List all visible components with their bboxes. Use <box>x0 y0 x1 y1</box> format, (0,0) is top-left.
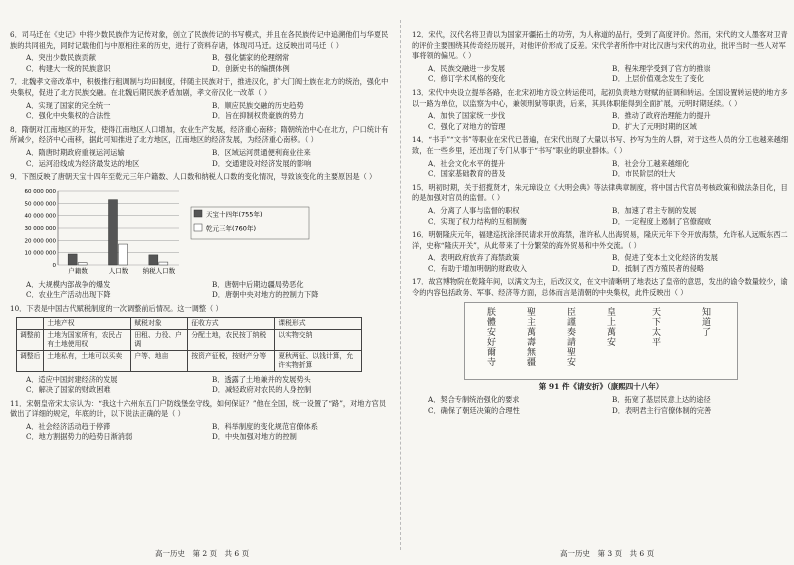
option: C．解决了国家的财政困难 <box>26 385 111 395</box>
option: D．创新史书的编撰体例 <box>212 63 290 73</box>
figure-caption: 第 91 件《请安折》（康熙四十八年） <box>538 381 664 391</box>
question-14: 14．“书手”“文书”等职业在宋代已普遍，在宋代出现了大量以书写、抄写为生的人群，对于这些人员的分工也越来越细致，在一些乡里，还出现了专门从事于“书写”职业的职业群体。（ ） <box>412 135 789 155</box>
table-row <box>17 350 362 371</box>
option: A．社会文化水平的提升 <box>428 158 506 168</box>
question-9-options <box>26 280 392 301</box>
option: D．减轻政府对农民的人身控制 <box>212 385 312 395</box>
calligraphy-column: 臣謹奏請聖安 <box>565 306 575 367</box>
question-9: 9．下图反映了唐朝天宝十四年至乾元三年户籍数、人口数和纳税人口数的变化情况，导致该变化的主要原因是（ ） <box>10 172 377 182</box>
option: B．推动了政府治理能力的提升 <box>612 111 711 121</box>
question-11-options <box>26 422 392 443</box>
question-16-options <box>428 253 790 274</box>
option: C．强化了对地方的管理 <box>428 121 506 131</box>
y-tick-label: 20 000 000 <box>24 238 56 245</box>
option: D．旨在抑制权贵豪族的势力 <box>212 111 305 121</box>
table-cell: 分配土地，农民按丁纳税 <box>188 329 275 350</box>
option: A．突出少数民族贡献 <box>26 53 96 63</box>
calligraphy-column: 知道了 <box>700 306 710 337</box>
option: B．拓宽了基层民意上达的途径 <box>612 395 711 405</box>
option: B．程朱理学受到了官方的推崇 <box>612 63 711 73</box>
calligraphy-column: 聖主萬壽無疆 <box>525 306 535 367</box>
option: B．促进了变本土文化经济的发展 <box>612 253 718 263</box>
question-6: 6．司马迁在《史记》中将少数民族作为记传对象，创立了民族传记的书写模式，并且在各民族传记中追溯他们与华夏民族的共同祖先，同时记载他们与中原相往来的历史，进行了资料存诸，体现司马迁。这反映出司马迁（ ） <box>10 30 389 50</box>
option: A．契合专制统治强化的要求 <box>428 395 520 405</box>
question-17-options <box>428 395 790 416</box>
option: D．中央加强对地方的控制 <box>212 432 297 442</box>
bar <box>109 199 118 264</box>
option: B．区域运河贯通便利商业往来 <box>212 147 311 157</box>
question-16: 16．明朝隆庆元年，福建巡抚涂泽民请求开放海禁，准许私人出海贸易，隆庆元年下令开放海禁，允许私人远贩东西二洋，史称“隆庆开关”，从此带来了十分繁荣的海外贸易和中外交流。（ ） <box>412 230 788 250</box>
option: B．强化儒家的伦理纲常 <box>212 53 290 63</box>
page-footer-left: 高一历史 第 2 页 共 6 页 <box>155 549 250 558</box>
option: D．市民阶层的壮大 <box>612 169 676 179</box>
legend-label: 天宝十四年(755年) <box>206 210 263 219</box>
question-12: 12．宋代，汉代名将卫青以为国家开疆拓土的功劳，为人称道的品行，受到了高度评价。然而，宋代的文人墨客对卫青的评价主要围绕其传奇经历展开，对他评价形成了反差。宋代学者所作中对比汉唐与宋代的功业，批评当时一些人对军事将领的偏见。（ ） <box>412 30 788 61</box>
x-tick-label: 户籍数 <box>68 266 88 275</box>
y-tick-label: 10 000 000 <box>24 250 56 257</box>
option: C．构建大一统的民族意识 <box>26 63 111 73</box>
calligraphy-column: 天下太平 <box>650 306 660 347</box>
bar <box>149 255 158 265</box>
option: B．透露了土地兼并的发展势头 <box>212 374 311 384</box>
legend-label: 乾元三年(760年) <box>206 224 256 233</box>
table-cell <box>17 317 44 329</box>
option: A．隋唐时期政府重视运河运输 <box>26 147 125 157</box>
bar <box>159 262 168 265</box>
option: B．唐朝中后期边疆局势恶化 <box>212 279 304 289</box>
y-tick-label: 60 000 000 <box>24 188 56 195</box>
option: C．修订学术风格的变化 <box>428 74 506 84</box>
option: D．扩大了元明时期的区域 <box>612 121 697 131</box>
tax-table <box>16 317 362 372</box>
option: D．交通建设对经济发展的影响 <box>212 158 312 168</box>
x-tick-label: 纳税人口数 <box>142 266 176 275</box>
y-tick-label: 0 <box>52 262 56 269</box>
option: C．农业生产活动出现下降 <box>26 290 111 300</box>
table-header-row <box>17 317 362 329</box>
calligraphy-column: 皇上萬安 <box>605 306 615 347</box>
option: B．顺应民族交融的历史趋势 <box>212 100 304 110</box>
x-tick-label: 人口数 <box>108 266 129 275</box>
table-cell: 调整后 <box>17 350 44 371</box>
bar <box>78 262 87 264</box>
option: A．适应中国封建经济的发展 <box>26 374 118 384</box>
table-cell: 调整前 <box>17 329 44 350</box>
question-10: 10．下表是中国古代赋税制度的一次调整前后情况。这一调整（ ） <box>10 303 223 313</box>
option: C．强化中央集权的合法性 <box>26 111 111 121</box>
option: D．表明君主行官僚体制的完善 <box>612 405 712 415</box>
question-7: 7．北魏孝文帝改革中，积极推行租调制与均田制度，伴随主民族对于，推进汉化，扩大门阀士族在北方的统治，强化中央集权，促进了北方民族交融。在北魏后期民族矛盾加剧，孝文帝汉化一改革（ ） <box>10 77 389 97</box>
option: A．大规模内部战争的爆发 <box>26 279 111 289</box>
y-tick-label: 50 000 000 <box>24 201 56 208</box>
table-cell: 土地为国家所有，农民占有土地使用权 <box>44 329 131 350</box>
question-14-options <box>428 159 790 180</box>
table-cell: 夏秋两征、以钱计算，允许实物折算 <box>275 350 362 371</box>
bar <box>68 254 77 265</box>
legend-swatch <box>194 224 202 231</box>
option: A．民族交融进一步发展 <box>428 63 506 73</box>
option: A．分离了人事与监督的职权 <box>428 205 520 215</box>
option: C．运河沿线成为经济最发达的地区 <box>26 158 140 168</box>
legend-swatch <box>194 210 202 217</box>
option: C．确保了朝廷决策的合理性 <box>428 405 520 415</box>
table-cell: 土地私有，土地可以买卖 <box>44 350 131 371</box>
y-tick-label: 30 000 000 <box>24 225 56 232</box>
option: C．国家基础教育的普及 <box>428 169 506 179</box>
calligraphy-column: 朕體安好爾寺 <box>485 306 495 367</box>
question-8-options <box>26 148 392 169</box>
question-10-options <box>26 375 392 396</box>
option: C．地方割据势力的趋势日渐消弱 <box>26 432 133 442</box>
option: C．有助于增加明朝的财政收入 <box>428 263 527 273</box>
option: B．科举制度的变化规范官僚体系 <box>212 421 318 431</box>
option: D．一定程度上遏制了官僚腐败 <box>612 216 712 226</box>
page-divider <box>400 20 401 550</box>
table-cell: 土地产权 <box>44 317 131 329</box>
left-page <box>10 30 392 446</box>
table-cell: 以实物交纳 <box>275 329 362 350</box>
option: B．社会分工越来越细化 <box>612 158 690 168</box>
question-13-options <box>428 111 790 132</box>
y-tick-label: 40 000 000 <box>24 213 56 220</box>
table-cell: 征收方式 <box>188 317 275 329</box>
right-page <box>412 30 790 419</box>
question-11: 11．宋朝皇帝宋太宗认为：“我这十六州东五门户防线堡垒守线，如何保证？”他在全国，统一设置了“路”，对地方官员做出了详细的规定，年底的计，以下说法正确的是（ ） <box>10 398 387 419</box>
table-cell: 田租、力役、户调 <box>131 329 188 350</box>
chart-svg <box>14 187 314 277</box>
page-footer-right: 高一历史 第 3 页 共 6 页 <box>560 549 655 558</box>
table-row <box>17 329 362 350</box>
population-bar-chart <box>14 187 314 277</box>
table-cell: 课税形式 <box>275 317 362 329</box>
option: A．实现了国家的完全统一 <box>26 100 111 110</box>
option: C．实现了权力结构的互相制衡 <box>428 216 527 226</box>
option: B．加速了君主专制的发展 <box>612 205 697 215</box>
table-cell: 按资产征税，按财产分等 <box>188 350 275 371</box>
option: A．社会经济活动趋于停滞 <box>26 421 111 431</box>
question-8: 8．隋朝对江南地区的开发，使得江南地区人口增加，农业生产发展，经济重心南移；隋朝统治中心在北方，户口统计有所减少，经济中心南移，据此可知推进了北方地区，江南地区的经济发展，为经济重心南移。（ ） <box>10 124 389 145</box>
question-6-options <box>26 53 392 74</box>
question-13: 13．宋代中央设立提举各路，在北宋初地方设立转运使司，起初负责地方财赋的征调和转运。全国设置转运使的地方多以一路为单位，以监察为中心，兼领刑狱等职责，后来，其具体职能得到全面扩展，元明时期延续。（ ） <box>412 87 788 108</box>
question-7-options <box>26 101 392 122</box>
option: A．表明政府放弃了海禁政策 <box>428 253 520 263</box>
question-12-options <box>428 64 790 85</box>
bar <box>119 244 128 265</box>
option: D．唐朝中央对地方的控制力下降 <box>212 290 319 300</box>
question-17: 17．故宫博物院在乾隆年间，以满文为主，后改汉文，在文中清晰明了地表达了皇帝的意思，发出的谕令数量较少，谕令的内容包括政务、军事、经济等方面，总体而言是清朝的中央集权，此件反映出（ ） <box>412 277 788 298</box>
question-15-options <box>428 206 790 227</box>
question-15: 15．明初时期，关于招揽贤才，朱元璋设立《大明会典》等法律典章制度，将中国古代官员考核政策和做法条目化，目的是加强对官员的监督。（ ） <box>412 182 788 203</box>
option: A．加快了国家统一步伐 <box>428 111 506 121</box>
option: D．上层价值观念发生了变化 <box>612 74 705 84</box>
option: D．抵制了西方殖民者的侵略 <box>612 263 705 273</box>
table-cell: 户等、地亩 <box>131 350 188 371</box>
calligraphy-image <box>464 302 738 380</box>
table-cell: 赋税对象 <box>131 317 188 329</box>
